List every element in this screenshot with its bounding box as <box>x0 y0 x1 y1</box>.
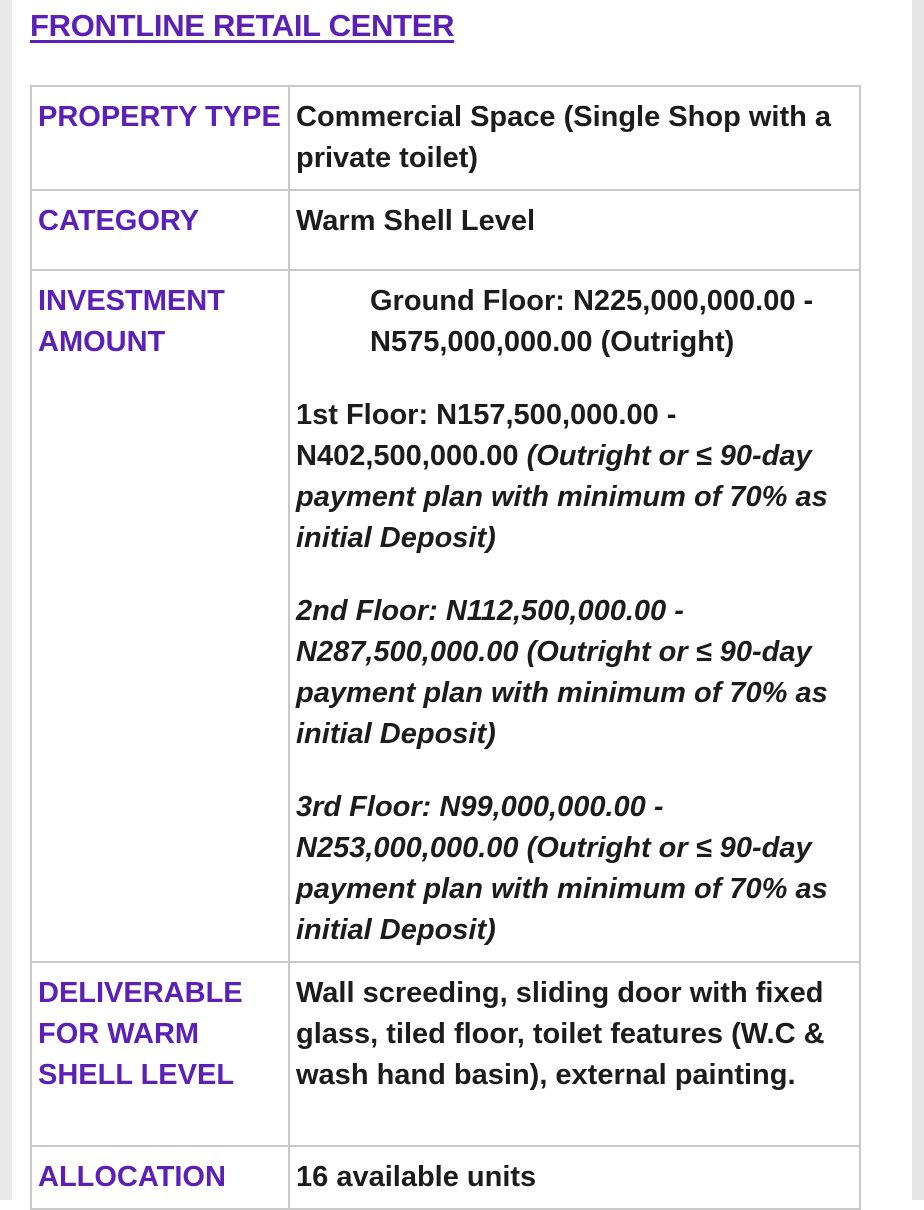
property-details-table <box>30 85 861 1210</box>
first-floor-terms: (Outright or ≤ 90-day payment plan with minimum of 70% as initial Deposit) <box>296 440 828 554</box>
investment-amount-label: INVESTMENT AMOUNT <box>31 270 289 962</box>
right-edge-strip <box>912 0 924 1200</box>
table-row-category <box>31 190 860 270</box>
left-edge-strip <box>0 0 12 1200</box>
allocation-label: ALLOCATION <box>31 1146 289 1209</box>
deliverable-value: Wall screeding, sliding door with fixed glass, tiled floor, toilet features (W.C & wash hand basin), external painting. <box>289 962 860 1146</box>
category-label: CATEGORY <box>31 190 289 270</box>
property-type-label: PROPERTY TYPE <box>31 86 289 190</box>
first-floor-price <box>296 395 853 559</box>
table-row-property-type <box>31 86 860 190</box>
table-row-deliverable <box>31 962 860 1146</box>
ground-floor-price: Ground Floor: N225,000,000.00 - N575,000,000.00 (Outright) <box>370 285 814 358</box>
first-floor-range: 1st Floor: N157,500,000.00 - N402,500,000.00 <box>296 399 677 472</box>
category-value: Warm Shell Level <box>289 190 860 270</box>
deliverable-label: DELIVERABLE FOR WARM SHELL LEVEL <box>31 962 289 1146</box>
property-type-value: Commercial Space (Single Shop with a private toilet) <box>289 86 860 190</box>
table-row-investment <box>31 270 860 962</box>
third-floor-price: 3rd Floor: N99,000,000.00 - N253,000,000.00 (Outright or ≤ 90-day payment plan with minimum of 70% as initial Deposit) <box>296 791 828 946</box>
investment-amount-value <box>289 270 860 962</box>
page-title: FRONTLINE RETAIL CENTER <box>30 8 455 43</box>
second-floor-price: 2nd Floor: N112,500,000.00 - N287,500,000.00 (Outright or ≤ 90-day payment plan with minimum of 70% as initial Deposit) <box>296 595 828 750</box>
allocation-value: 16 available units <box>289 1146 860 1209</box>
